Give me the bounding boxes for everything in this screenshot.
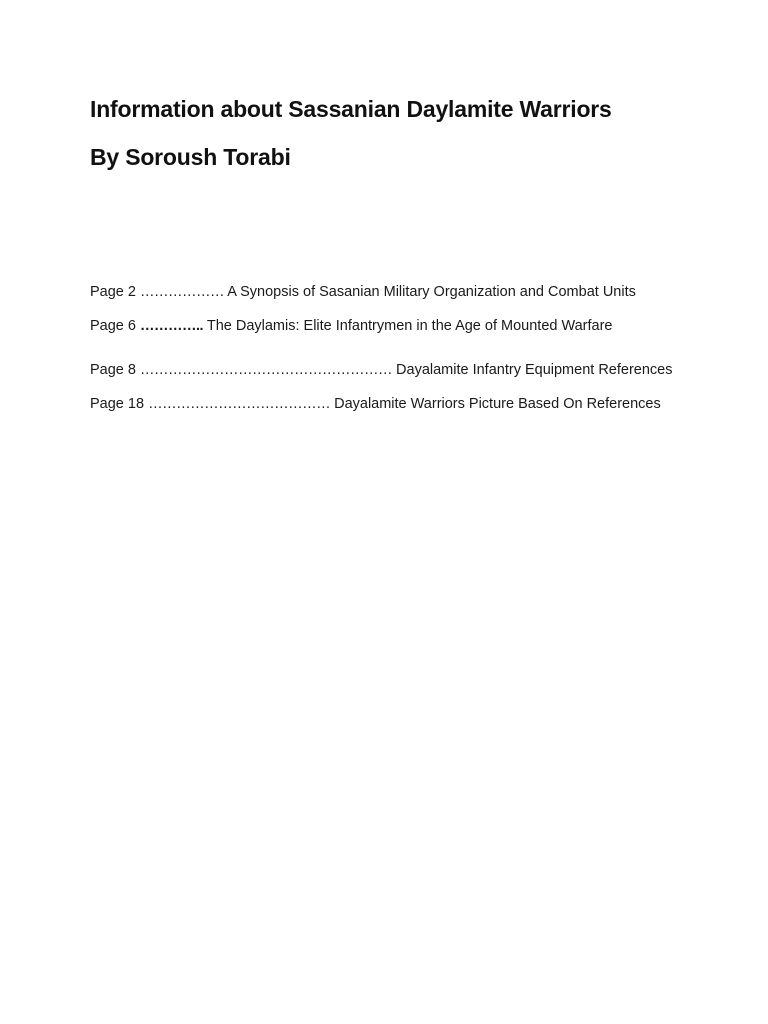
author-line: By Soroush Torabi	[90, 144, 291, 170]
toc-page-number: Page 8	[90, 362, 136, 378]
toc-entry	[90, 362, 672, 378]
toc-entry-title: Dayalamite Warriors Picture Based On References	[334, 396, 661, 412]
toc-leader: …………..	[140, 318, 204, 334]
toc-entry-title: The Daylamis: Elite Infantrymen in the Age of Mounted Warfare	[206, 318, 613, 334]
toc-entry	[90, 284, 636, 300]
toc-entry	[90, 396, 661, 412]
toc-entry-title: A Synopsis of Sasanian Military Organization and Combat Units	[227, 284, 636, 300]
toc-page-number: Page 18	[90, 396, 145, 412]
toc-entry	[90, 318, 613, 334]
toc-page-number: Page 2	[90, 284, 136, 300]
toc-leader: …………………………………	[148, 396, 331, 412]
toc-leader: ………………	[140, 284, 224, 300]
toc-entry-title: Dayalamite Infantry Equipment References	[396, 362, 673, 378]
toc-page-number: Page 6	[90, 318, 136, 334]
toc-leader: ………………………………………………	[140, 362, 392, 378]
document-title: Information about Sassanian Daylamite Warriors	[90, 96, 612, 122]
